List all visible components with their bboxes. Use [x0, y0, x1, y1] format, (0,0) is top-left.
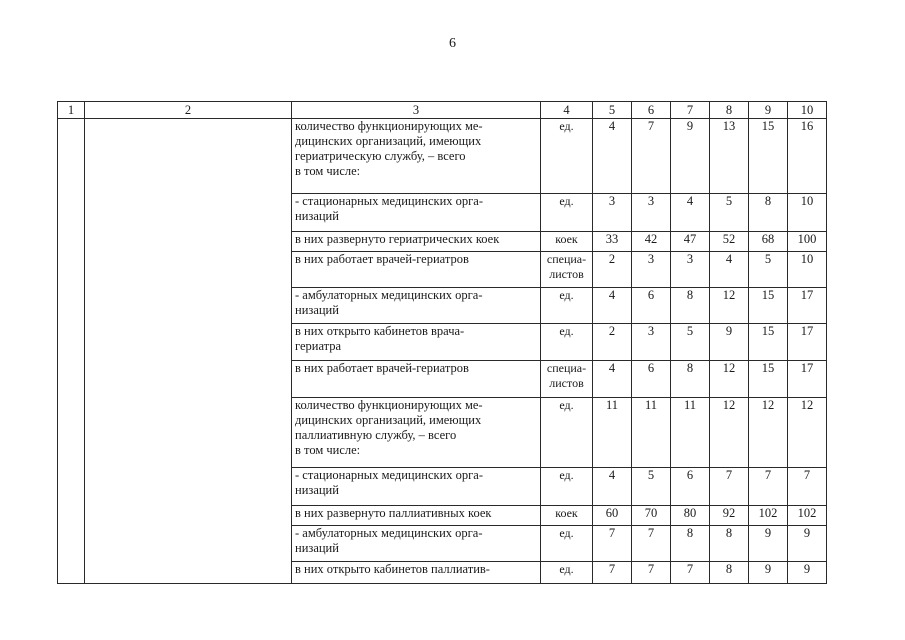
indicator-name: в них работает врачей-гериатров	[292, 361, 541, 398]
empty-cell-col1	[58, 119, 85, 584]
indicator-name: в них работает врачей-гериатров	[292, 252, 541, 288]
unit: ед.	[541, 468, 593, 506]
program-indicators-table	[57, 101, 827, 584]
indicator-value: 15	[749, 119, 788, 194]
indicator-value: 12	[710, 361, 749, 398]
indicator-value: 5	[710, 194, 749, 232]
indicator-value: 9	[749, 562, 788, 584]
indicator-value: 17	[788, 361, 827, 398]
indicator-value: 11	[671, 398, 710, 468]
indicator-value: 11	[632, 398, 671, 468]
column-number: 7	[671, 102, 710, 119]
indicator-value: 47	[671, 232, 710, 252]
indicator-value: 4	[593, 119, 632, 194]
indicator-name: в них развернуто паллиативных коек	[292, 506, 541, 526]
indicator-value: 10	[788, 194, 827, 232]
indicator-value: 33	[593, 232, 632, 252]
indicator-value: 60	[593, 506, 632, 526]
unit: ед.	[541, 119, 593, 194]
indicator-value: 100	[788, 232, 827, 252]
indicator-value: 7	[788, 468, 827, 506]
indicator-value: 3	[632, 324, 671, 361]
indicator-value: 8	[749, 194, 788, 232]
indicator-value: 17	[788, 288, 827, 324]
indicator-value: 2	[593, 324, 632, 361]
empty-cell-col2	[85, 119, 292, 584]
column-number: 9	[749, 102, 788, 119]
indicator-value: 8	[671, 526, 710, 562]
indicator-value: 7	[710, 468, 749, 506]
column-number: 5	[593, 102, 632, 119]
indicator-name: количество функционирующих ме- дицинских организаций, имеющих гериатрическую службу, – всего в том числе:	[292, 119, 541, 194]
indicator-value: 9	[710, 324, 749, 361]
indicator-value: 12	[710, 288, 749, 324]
unit: ед.	[541, 288, 593, 324]
indicator-name: в них открыто кабинетов паллиатив-	[292, 562, 541, 584]
indicator-value: 8	[710, 526, 749, 562]
column-number: 6	[632, 102, 671, 119]
unit: специа- листов	[541, 252, 593, 288]
indicator-value: 8	[671, 288, 710, 324]
indicator-name: в них развернуто гериатрических коек	[292, 232, 541, 252]
indicator-value: 2	[593, 252, 632, 288]
indicator-value: 12	[710, 398, 749, 468]
column-number: 4	[541, 102, 593, 119]
indicator-value: 4	[593, 468, 632, 506]
indicator-value: 8	[710, 562, 749, 584]
column-number: 10	[788, 102, 827, 119]
indicator-value: 7	[593, 526, 632, 562]
indicator-value: 5	[632, 468, 671, 506]
indicator-value: 3	[632, 252, 671, 288]
indicator-value: 52	[710, 232, 749, 252]
indicator-value: 4	[593, 361, 632, 398]
indicator-value: 3	[671, 252, 710, 288]
unit: ед.	[541, 398, 593, 468]
indicator-value: 4	[710, 252, 749, 288]
unit: ед.	[541, 562, 593, 584]
indicator-name: - амбулаторных медицинских орга- низаций	[292, 526, 541, 562]
indicator-value: 8	[671, 361, 710, 398]
unit: ед.	[541, 526, 593, 562]
indicator-value: 68	[749, 232, 788, 252]
indicator-value: 6	[671, 468, 710, 506]
column-number-row	[58, 102, 827, 119]
unit: ед.	[541, 194, 593, 232]
indicator-value: 9	[749, 526, 788, 562]
indicator-name: количество функционирующих ме- дицинских организаций, имеющих паллиативную службу, – всего в том числе:	[292, 398, 541, 468]
indicator-value: 7	[671, 562, 710, 584]
indicator-value: 12	[749, 398, 788, 468]
page-number: 6	[449, 36, 456, 51]
column-number: 1	[58, 102, 85, 119]
indicator-name: в них открыто кабинетов врача- гериатра	[292, 324, 541, 361]
indicator-value: 102	[749, 506, 788, 526]
indicator-value: 102	[788, 506, 827, 526]
indicator-value: 7	[632, 526, 671, 562]
unit: коек	[541, 506, 593, 526]
indicator-value: 6	[632, 288, 671, 324]
indicator-value: 3	[632, 194, 671, 232]
indicator-value: 15	[749, 324, 788, 361]
indicator-name: - амбулаторных медицинских орга- низаций	[292, 288, 541, 324]
indicator-name: - стационарных медицинских орга- низаций	[292, 468, 541, 506]
indicator-value: 15	[749, 288, 788, 324]
indicator-value: 16	[788, 119, 827, 194]
indicator-value: 7	[632, 119, 671, 194]
indicator-value: 15	[749, 361, 788, 398]
unit: коек	[541, 232, 593, 252]
unit: ед.	[541, 324, 593, 361]
column-number: 3	[292, 102, 541, 119]
indicator-value: 92	[710, 506, 749, 526]
indicator-value: 17	[788, 324, 827, 361]
indicator-value: 4	[593, 288, 632, 324]
indicator-value: 4	[671, 194, 710, 232]
table-row	[58, 119, 827, 194]
column-number: 2	[85, 102, 292, 119]
indicator-value: 5	[671, 324, 710, 361]
column-number: 8	[710, 102, 749, 119]
indicator-value: 3	[593, 194, 632, 232]
indicator-value: 7	[593, 562, 632, 584]
indicator-value: 9	[788, 526, 827, 562]
indicator-value: 6	[632, 361, 671, 398]
indicator-value: 42	[632, 232, 671, 252]
indicator-value: 7	[749, 468, 788, 506]
unit: специа- листов	[541, 361, 593, 398]
indicator-value: 9	[671, 119, 710, 194]
indicator-value: 13	[710, 119, 749, 194]
indicator-value: 70	[632, 506, 671, 526]
indicator-value: 12	[788, 398, 827, 468]
indicator-value: 7	[632, 562, 671, 584]
indicator-value: 5	[749, 252, 788, 288]
indicator-name: - стационарных медицинских орга- низаций	[292, 194, 541, 232]
indicator-value: 10	[788, 252, 827, 288]
indicator-value: 11	[593, 398, 632, 468]
indicator-value: 9	[788, 562, 827, 584]
indicator-value: 80	[671, 506, 710, 526]
